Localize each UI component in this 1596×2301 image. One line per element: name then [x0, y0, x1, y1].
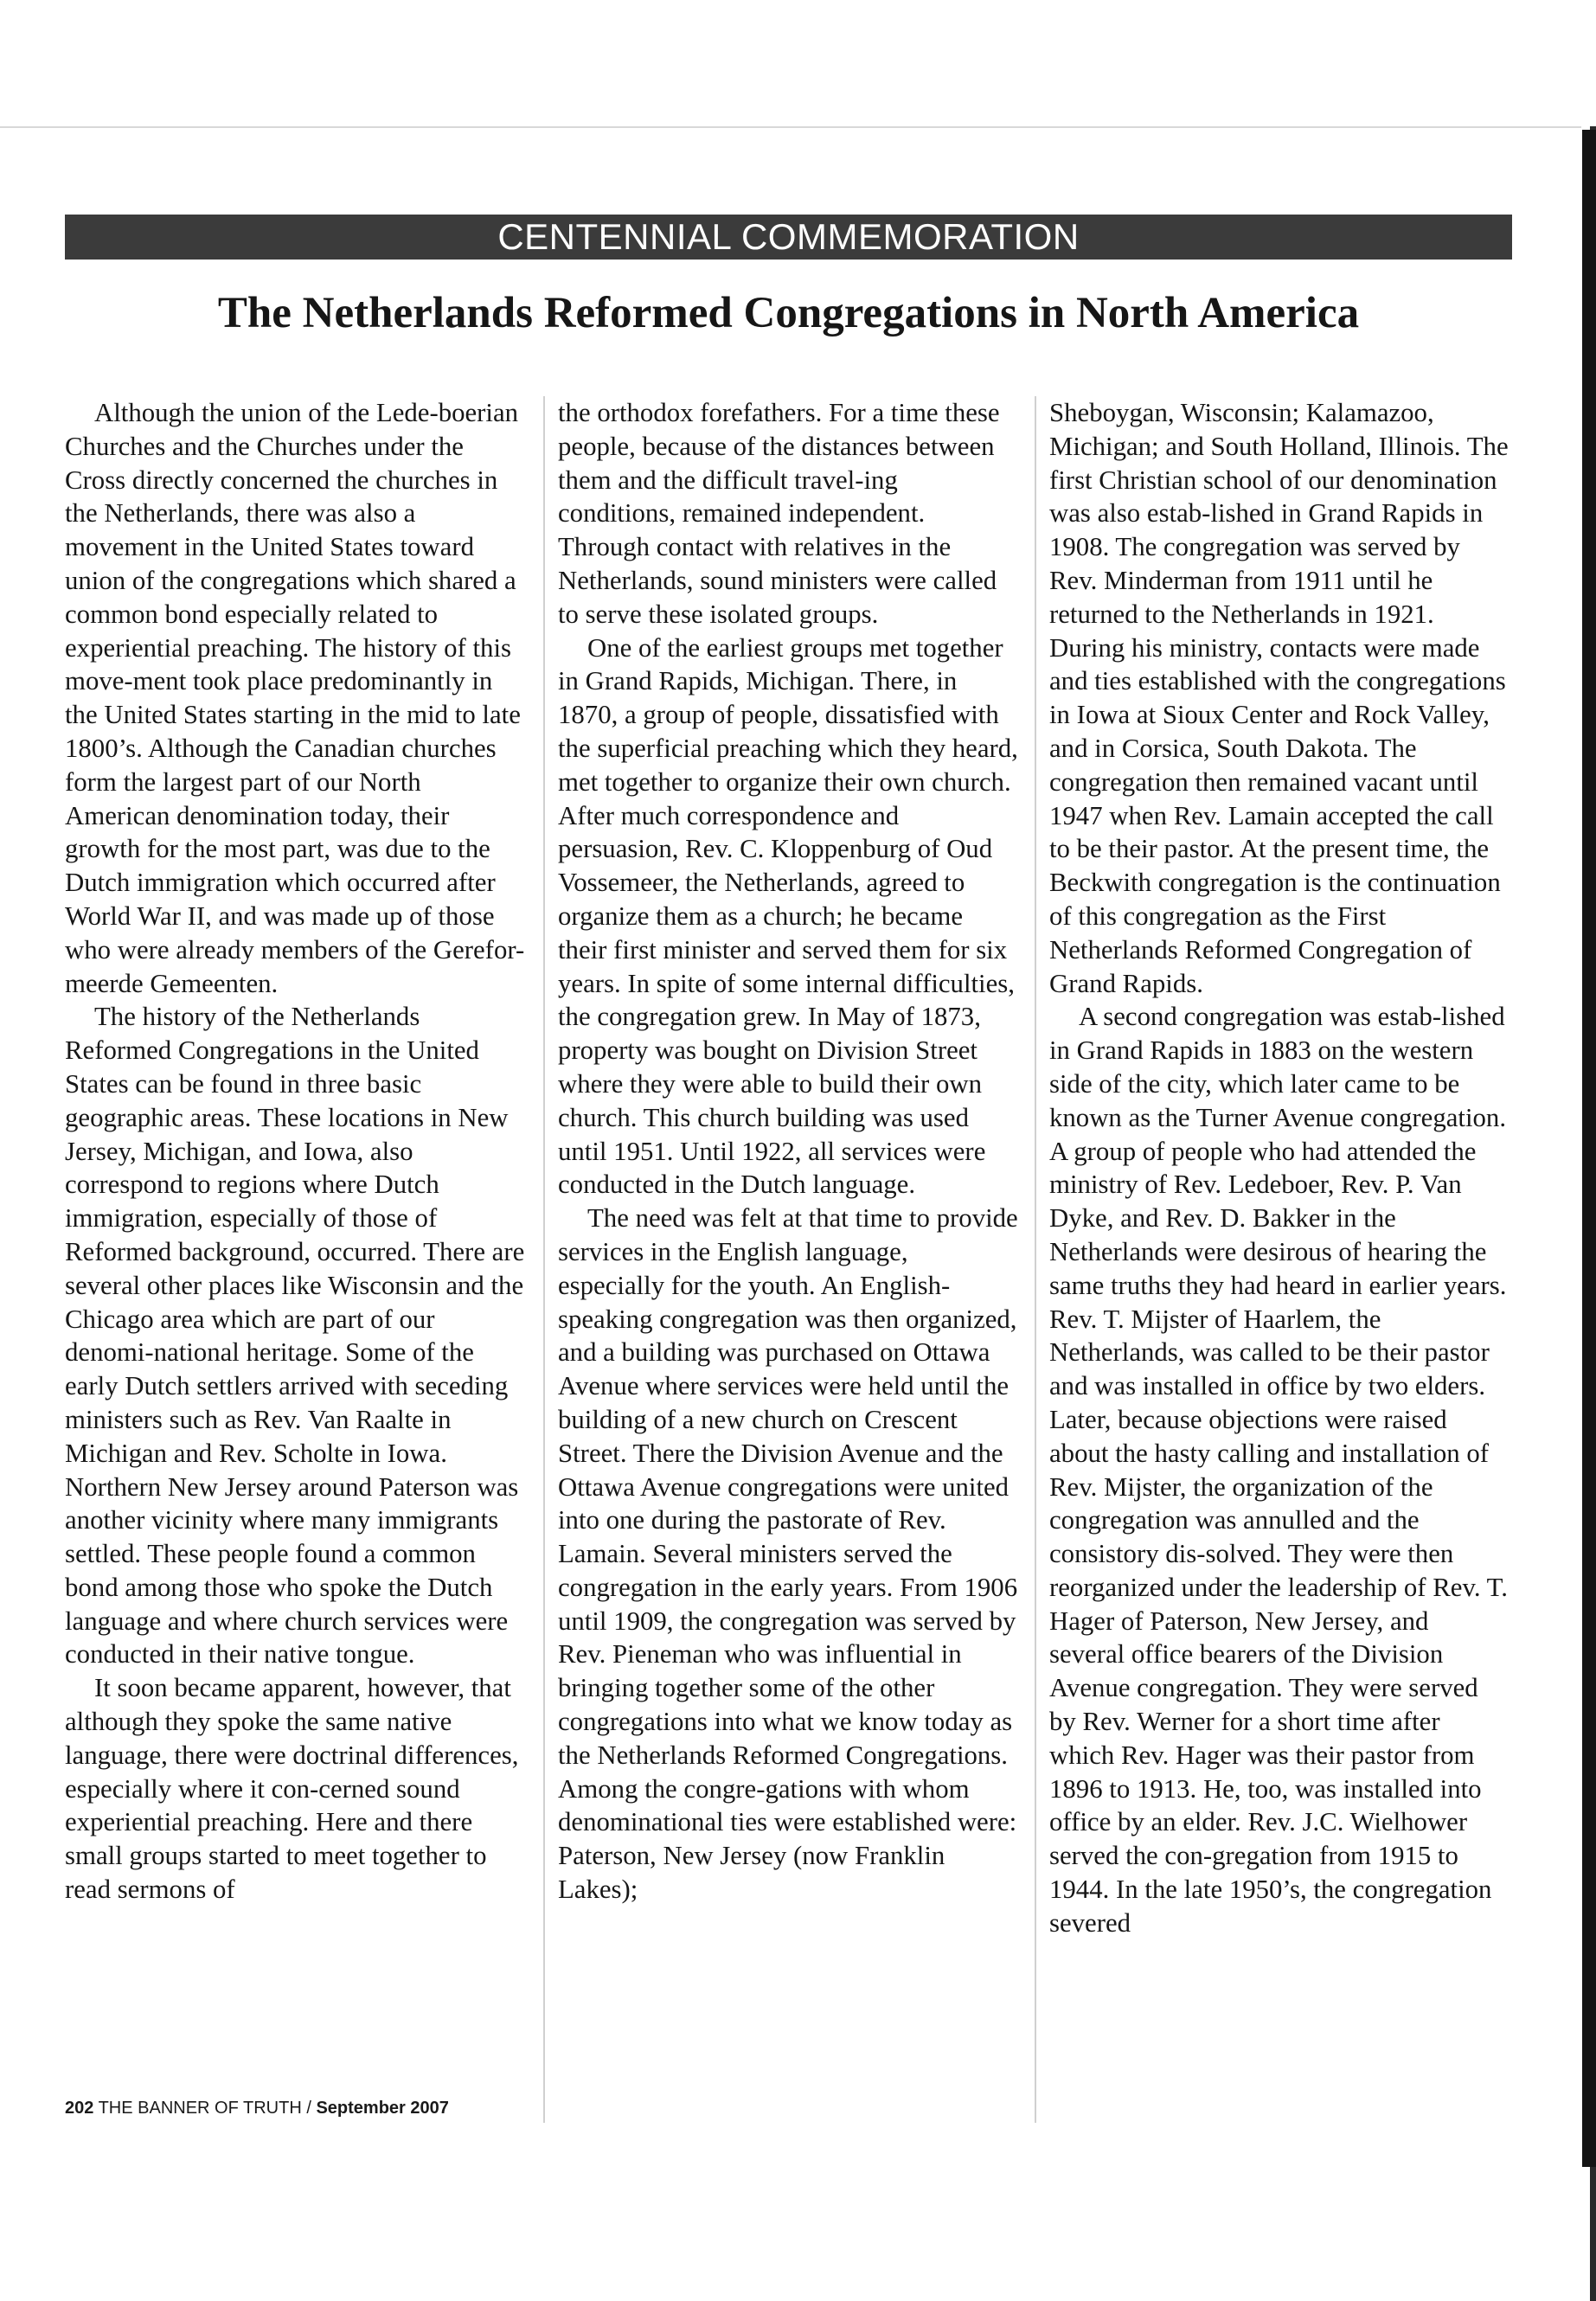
paragraph: It soon became apparent, however, that although they spoke the same native language, there were doctrinal differences, especially where it con-cerned sound experiential preaching. Here and there small groups started to meet together to read sermons of [65, 1673, 519, 1905]
paragraph: The need was felt at that time to provide services in the English language, especially for the youth. An English-speaking congregation was then organized, and a building was purchased on Ottawa Avenue where services were held until the building of a new church on Crescent Street. There the Division Avenue and the Ottawa Avenue congregations were united into one during the pastorate of Rev. Lamain. Several ministers served the congregation in the early years. From 1906 until 1909, the congregation was served by Rev. Pieneman who was influential in bringing together some of the other congregations into what we know today as the Netherlands Reformed Congregations. Among the congre-gations with whom denominational ties were established were: Paterson, New Jersey (now Franklin Lakes); [558, 1203, 1018, 1905]
paragraph: the orthodox forefathers. For a time these people, because of the distances between them and the difficult travel-ing conditions, remained independent. Through contact with relatives in the Netherlands, sound ministers were called to serve these isolated groups. [558, 398, 1000, 629]
text-column-2 [558, 396, 1018, 2123]
column-divider [543, 396, 545, 2123]
text-column-1 [65, 396, 525, 2123]
publication-name: THE BANNER OF TRUTH [98, 2099, 302, 2118]
scan-border-line [0, 126, 1581, 128]
issue-date: September 2007 [316, 2099, 449, 2118]
column-divider [1035, 396, 1036, 2123]
paragraph: Sheboygan, Wisconsin; Kalamazoo, Michigan; and South Holland, Illinois. The first Christian school of our denomination was also estab-lished in Grand Rapids in 1908. The congregation was served by Rev. Minderman from 1911 until he returned to the Netherlands in 1921. During his ministry, contacts were made and ties established with the congregations in Iowa at Sioux Center and Rock Valley, and in Corsica, South Dakota. The congregation then remained vacant until 1947 when Rev. Lamain accepted the call to be their pastor. At the present time, the Beckwith congregation is the continuation of this congregation as the First Netherlands Reformed Congregation of Grand Rapids. [1049, 398, 1509, 998]
paragraph: A second congregation was estab-lished in Grand Rapids in 1883 on the western side of the city, which later came to be known as the Turner Avenue congregation. A group of people who had attended the ministry of Rev. Ledeboer, Rev. P. Van Dyke, and Rev. D. Bakker in the Netherlands were desirous of hearing the same truths they had heard in earlier years. Rev. T. Mijster of Haarlem, the Netherlands, was called to be their pastor and was installed in office by two elders. Later, because objections were raised about the hasty calling and installation of Rev. Mijster, the organization of the congregation was annulled and the consistory dis-solved. They were then reorganized under the leadership of Rev. T. Hager of Paterson, New Jersey, and several office bearers of the Division Avenue congregation. They were served by Rev. Werner for a short time after which Rev. Hager was their pastor from 1896 to 1913. He, too, was installed into office by an elder. Rev. J.C. Wielhower served the con-gregation from 1915 to 1944. In the late 1950’s, the congregation severed [1049, 1002, 1508, 1938]
footer-separator: / [306, 2099, 311, 2118]
scan-edge-dark [1582, 130, 1596, 2167]
text-column-3 [1049, 396, 1509, 2123]
page-number: 202 [65, 2099, 94, 2118]
page-footer [65, 2097, 449, 2119]
paragraph: The history of the Netherlands Reformed Congregations in the United States can be found in three basic geographic areas. These locations in New Jersey, Michigan, and Iowa, also correspond to regions where Dutch immigration, especially of those of Reformed background, occurred. There are several other places like Wisconsin and the Chicago area which are part of our denomi-national heritage. Some of the early Dutch settlers arrived with seceding ministers such as Rev. Van Raalte in Michigan and Rev. Scholte in Iowa. Northern New Jersey around Paterson was another vicinity where many immigrants settled. These people found a common bond among those who spoke the Dutch language and where church services were conducted in their native tongue. [65, 1002, 525, 1670]
section-banner: CENTENNIAL COMMEMORATION [65, 215, 1512, 260]
paragraph: Although the union of the Lede-boerian Churches and the Churches under the Cross directly concerned the churches in the Netherlands, there was also a movement in the United States toward union of the congregations which shared a common bond especially related to experiential preaching. The history of this move-ment took place predominantly in the United States starting in the mid to late 1800’s. Although the Canadian churches form the largest part of our North American denomination today, their growth for the most part, was due to the Dutch immigration which occurred after World War II, and was made up of those who were already members of the Gerefor-meerde Gemeenten. [65, 398, 525, 998]
article-headline: The Netherlands Reformed Congregations in North America [217, 289, 1360, 337]
paragraph: One of the earliest groups met together in Grand Rapids, Michigan. There, in 1870, a group of people, dissatisfied with the superficial preaching which they heard, met together to organize their own church. After much correspondence and persuasion, Rev. C. Kloppenburg of Oud Vossemeer, the Netherlands, agreed to organize them as a church; he became their first minister and served them for six years. In spite of some internal difficulties, the congregation grew. In May of 1873, property was bought on Division Street where they were able to build their own church. This church building was used until 1951. Until 1922, all services were conducted in the Dutch language. [558, 632, 1018, 1200]
